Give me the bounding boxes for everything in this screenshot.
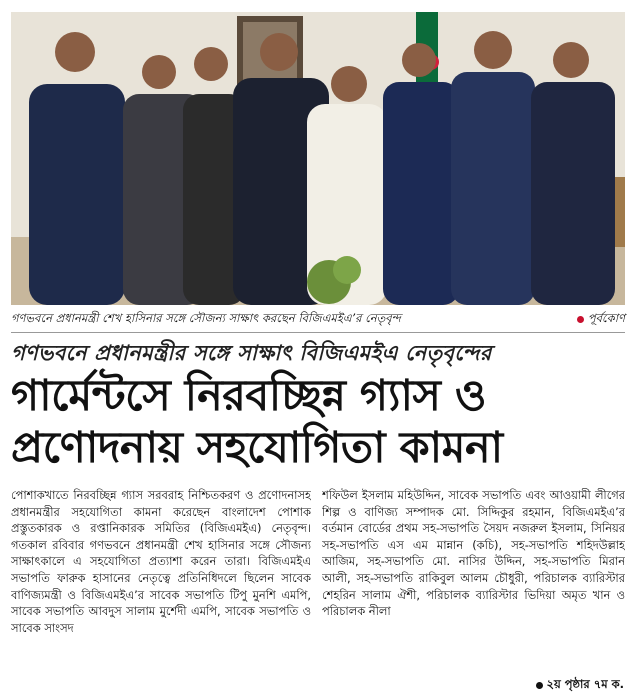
article-kicker: গণভবনে প্রধানমন্ত্রীর সঙ্গে সাক্ষাৎ বিজিএমইএ নেতৃবৃন্দের	[11, 341, 492, 365]
photo-credit	[577, 310, 625, 329]
photo-caption: গণভবনে প্রধানমন্ত্রী শেখ হাসিনার সঙ্গে সৌজন্য সাক্ষাৎ করছেন বিজিএমইএ’র নেতৃবৃন্দ	[11, 310, 401, 325]
continued-text: ২য় পৃষ্ঠার ৭ম ক.	[546, 677, 624, 691]
article-headline	[11, 370, 625, 474]
news-photo	[11, 12, 625, 305]
divider	[11, 332, 625, 333]
body-column-right: শফিউল ইসলাম মহিউদ্দিন, সাবেক সভাপতি এবং আওয়ামী লীগের শিল্প ও বাণিজ্য সম্পাদক মো. সিদ্দিকুর রহমান, বিজিএমইএ’র বর্তমান বোর্ডের প্রথম সহ-সভাপতি সৈয়দ নজরুল ইসলাম, সিনিয়র সহ-সভাপতি এস এম মান্নান (কচি), সহ-সভাপতি শহিদউল্লাহ আজিম, সহ-সভাপতি মো. নাসির উদ্দিন, সহ-সভাপতি মিরান আলী, সহ-সভাপতি রাকিবুল আলম চৌধুরী, পরিচালক ব্যারিস্টার শেহরিন সালাম ঐশী, পরিচালক ব্যারিস্টার ভিদিয়া অমৃত খান ও পরিচালক নীলা	[322, 488, 625, 619]
photo-caption-bar	[11, 309, 625, 329]
photo-credit-text: পূর্বকোণ	[587, 310, 625, 325]
body-column-left: পোশাকখাতে নিরবচ্ছিন্ন গ্যাস সরবরাহ নিশ্চিতকরণ ও প্রণোদনাসহ প্রধানমন্ত্রীর সহযোগিতা কামনা করেছেন বাংলাদেশ পোশাক প্রস্তুতকারক ও রপ্তানিকারক সমিতির (বিজিএমইএ) নেতৃবৃন্দ। গতকাল রবিবার গণভবনে প্রধানমন্ত্রী শেখ হাসিনার সঙ্গে সৌজন্য সাক্ষাৎকালে এ সহযোগিতা প্রত্যাশা করেন তারা। বিজিএমইএ সভাপতি ফারুক হাসানের নেতৃত্বে প্রতিনিধিদলে ছিলেন সাবেক বাণিজ্যমন্ত্রী ও বিজিএমইএ’র সাবেক সভাপতি টিপু মুনশি এমপি, সাবেক সভাপতি আবদুস সালাম মুর্শেদী এমপি, সাবেক সভাপতি ও সাবেক সাংসদ	[11, 488, 311, 635]
headline-line-2: প্রণোদনায় সহযোগিতা কামনা	[11, 423, 503, 473]
headline-line-1: গার্মেন্টসে নিরবচ্ছিন্ন গ্যাস ও	[11, 371, 487, 421]
bullet-icon	[577, 316, 584, 323]
photo-illustration	[11, 12, 625, 305]
article-body	[11, 487, 625, 692]
continued-note	[530, 676, 625, 695]
bullet-icon	[536, 682, 543, 689]
